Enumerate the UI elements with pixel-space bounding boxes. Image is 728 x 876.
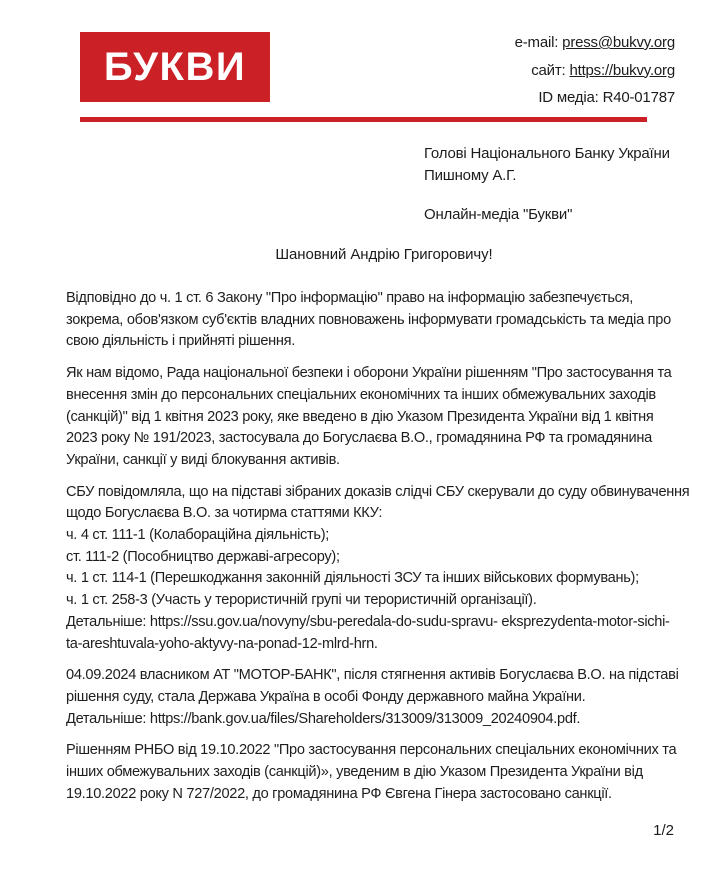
text-line: ч. 4 ст. 111-1 (Колабораційна діяльність); xyxy=(66,527,330,544)
text-line: зокрема, обов'язком суб'єктів владних повноважень інформувати громадськість та медіа про xyxy=(66,311,671,328)
text-line: (санкцій)" від 1 квітня 2023 року, яке введено в дію Указом Президента України від 1 квітня xyxy=(66,408,654,425)
site-label: сайт: xyxy=(531,61,566,79)
contact-site-line xyxy=(515,57,675,85)
contact-block xyxy=(515,29,675,112)
header-divider xyxy=(80,117,647,122)
salutation: Шановний Андрію Григоровичу! xyxy=(275,246,493,263)
text-line: 2023 року № 191/2023, застосувала до Богуслаєва В.О., громадянина РФ та громадянина xyxy=(66,430,652,447)
text-line: ч. 1 ст. 114-1 (Перешкоджання законній діяльності ЗСУ та інших військових формувань); xyxy=(66,570,639,587)
recipient-line-2: Пишному А.Г. xyxy=(424,167,517,184)
recipient-org: Онлайн-медіа "Букви" xyxy=(424,206,573,223)
bukvy-logo xyxy=(80,32,270,102)
contact-email-line xyxy=(515,29,675,57)
media-id: ID медіа: R40-01787 xyxy=(538,89,675,106)
text-line: щодо Богуслаєва В.О. за чотирма статтями ККУ: xyxy=(66,505,383,522)
site-link[interactable]: https://bukvy.org xyxy=(569,61,675,79)
recipient-block xyxy=(424,143,670,226)
text-line: 19.10.2022 року N 727/2022, до громадянина РФ Євгена Гінера застосовано санкції. xyxy=(66,785,612,802)
text-line: СБУ повідомляла, що на підставі зібраних доказів слідчі СБУ скерували до суду обвинувачення xyxy=(66,483,690,500)
text-line: свою діяльність і прийняті рішення. xyxy=(66,333,296,350)
text-line: рішення суду, стала Держава Україна в особі Фонду державного майна України. xyxy=(66,688,586,705)
text-line: Відповідно до ч. 1 ст. 6 Закону "Про інформацію" право на інформацію забезпечується, xyxy=(66,290,634,306)
text-line: інших обмежувальних заходів (санкцій)», уведеним в дію Указом Президента України від xyxy=(66,764,643,781)
text-line: Рішенням РНБО від 19.10.2022 "Про застосування персональних спеціальних економічних та xyxy=(66,742,677,759)
body-paragraph-1 xyxy=(66,288,682,353)
body-paragraph-2 xyxy=(66,363,682,472)
text-line: внесення змін до персональних спеціальних економічних та інших обмежувальних заходів xyxy=(66,386,656,403)
body-paragraph-3 xyxy=(66,482,690,656)
body-paragraph-4 xyxy=(66,665,682,730)
body-paragraph-5 xyxy=(66,740,682,805)
text-line: Детальніше: https://ssu.gov.ua/novyny/sbu-peredala-do-sudu-spravu- eksprezydenta-motor-sichi- xyxy=(66,613,670,630)
page-number: 1/2 xyxy=(653,822,674,839)
email-label: e-mail: xyxy=(514,34,559,51)
text-line: Як нам відомо, Рада національної безпеки і оборони України рішенням "Про застосування та xyxy=(66,365,672,382)
text-line: Детальніше: https://bank.gov.ua/files/Shareholders/313009/313009_20240904.pdf. xyxy=(66,710,581,727)
recipient-line-1: Голові Національного Банку України xyxy=(424,145,670,162)
text-line: ta-areshtuvala-yoho-aktyvy-na-ponad-12-mlrd-hrn. xyxy=(66,635,378,652)
email-link[interactable]: press@bukvy.org xyxy=(562,34,675,51)
text-line: 04.09.2024 власником АТ "МОТОР-БАНК", після стягнення активів Богуслаєва В.О. на підставі xyxy=(66,667,679,684)
letter-body xyxy=(66,288,690,815)
logo-text: БУКВИ xyxy=(103,44,247,89)
text-line: України, санкції у виді блокування активів. xyxy=(66,451,340,468)
text-line: ч. 1 ст. 258-3 (Участь у терористичній групі чи терористичній організації). xyxy=(66,592,537,609)
text-line: ст. 111-2 (Пособництво державі-агресору); xyxy=(66,548,340,565)
